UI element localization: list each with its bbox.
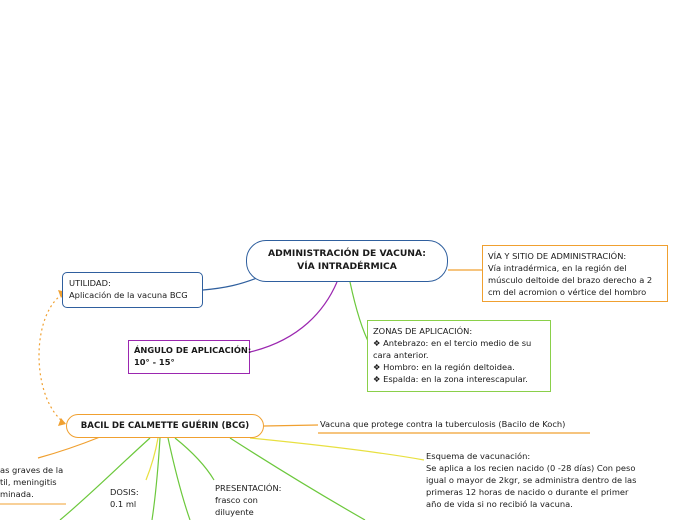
esquema-line-4: año de vida si no recibió la vacuna. (426, 499, 573, 509)
central-title-line1: ADMINISTRACIÓN DE VACUNA: (268, 248, 426, 259)
esquema-line-1: Se aplica a los recien nacido (0 -28 días) Con peso (426, 463, 636, 473)
zonas-line-1: ❖ Antebrazo: en el tercio medio de su (373, 338, 532, 348)
zonas-node[interactable] (367, 320, 551, 392)
angulo-text: 10° - 15° (134, 357, 175, 367)
presentacion-line-2: diluyente (215, 507, 254, 517)
bcg-node[interactable] (66, 414, 264, 438)
vacuna-label: Vacuna que protege contra la tuberculosis (Bacilo de Koch) (320, 419, 566, 429)
left-partial-line-3: minada. (0, 489, 34, 499)
presentacion-line-1: frasco con (215, 495, 258, 505)
link-dotted-relation (39, 292, 66, 424)
presentacion-node[interactable] (215, 482, 305, 520)
vacuna-text[interactable] (320, 418, 590, 432)
angulo-title: ÁNGULO DE APLICACIÓN: (134, 345, 252, 355)
left-partial-line-2: til, meningitis (0, 477, 57, 487)
via-sitio-line-2: músculo deltoide del brazo derecho a 2 (488, 275, 653, 285)
zonas-line-4: ❖ Espalda: en la zona interescapular. (373, 374, 528, 384)
dosis-node[interactable] (110, 486, 160, 512)
link-central-angulo (250, 282, 337, 352)
left-partial-node[interactable] (0, 464, 66, 502)
esquema-title: Esquema de vacunación: (426, 451, 531, 461)
presentacion-title: PRESENTACIÓN: (215, 483, 282, 493)
via-sitio-node[interactable] (482, 245, 668, 302)
link-bcg-branch-3 (168, 438, 190, 520)
dosis-text: 0.1 ml (110, 499, 137, 509)
utilidad-text: Aplicación de la vacuna BCG (69, 290, 188, 300)
via-sitio-title: VÍA Y SITIO DE ADMINISTRACIÓN: (488, 251, 627, 261)
zonas-line-2: cara anterior. (373, 350, 429, 360)
via-sitio-line-1: Vía intradérmica, en la región del (488, 263, 627, 273)
angulo-node[interactable] (128, 340, 250, 374)
bcg-title: BACIL DE CALMETTE GUÉRIN (BCG) (80, 421, 250, 431)
link-bcg-presentacion (175, 438, 214, 480)
via-sitio-line-3: cm del acromion o vértice del hombro (488, 287, 647, 297)
zonas-line-3: ❖ Hombro: en la región deltoidea. (373, 362, 515, 372)
utilidad-node[interactable] (62, 272, 203, 308)
zonas-title: ZONAS DE APLICACIÓN: (373, 326, 473, 336)
central-node[interactable] (246, 240, 448, 282)
link-bcg-esquema (250, 438, 424, 460)
dosis-title: DOSIS: (110, 487, 139, 497)
link-bcg-left (38, 437, 100, 458)
link-bcg-vacuna (264, 425, 318, 426)
central-title-line2: VÍA INTRADÉRMICA (297, 261, 397, 272)
esquema-node[interactable] (426, 450, 676, 512)
esquema-line-3: primeras 12 horas de nacido o durante el primer (426, 487, 629, 497)
esquema-line-2: igual o mayor de 2kgr, se administra dentro de las (426, 475, 637, 485)
left-partial-line-1: as graves de la (0, 465, 64, 475)
arrowhead-bottom (58, 418, 66, 426)
utilidad-title: UTILIDAD: (69, 278, 111, 288)
link-bcg-dosis (146, 438, 158, 480)
